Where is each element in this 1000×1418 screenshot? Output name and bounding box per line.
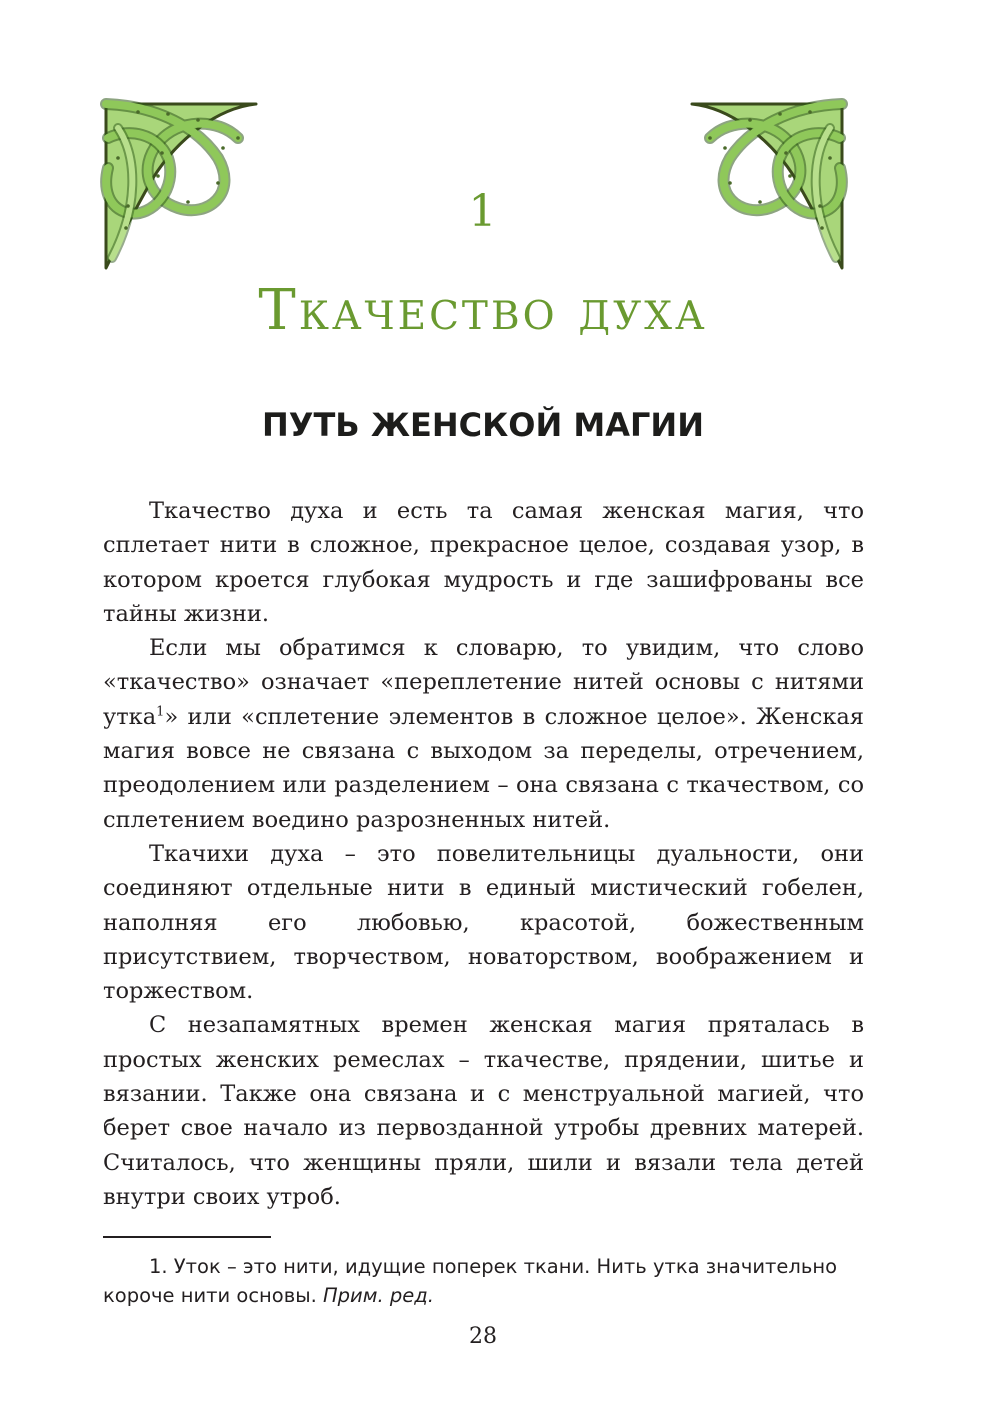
paragraph-1: Ткачество духа и есть та самая женская магия, что сплетает нити в сложное, прекрасное целое, создавая узор, в котором кроется глубокая мудрость и где зашифрованы все тайны жизни. [103, 498, 864, 627]
chapter-title: Ткачество духа [258, 278, 708, 343]
paragraph-2 [103, 631, 864, 837]
footnote-text: 1. Уток – это нити, идущие поперек ткани. Нить утка значительно короче нити основы. [103, 1255, 838, 1307]
body-text [103, 494, 864, 1214]
paragraph-3: Ткачихи духа – это повелительницы дуальности, они соединяют отдельные нити в единый мистический гобелен, наполняя его любовью, красотой, божественным присутствием, творчеством, новаторством, воображением и торжеством. [103, 840, 864, 1005]
chapter-number: 1 [468, 186, 498, 237]
footnote-editor-note: Прим. ред. [323, 1284, 434, 1307]
paragraph-2-start: Если мы обратимся к словарю, то увидим, что слово «ткачество» означает «переплетение нитей основы с нитями утка [103, 635, 864, 730]
footnote-divider [103, 1236, 271, 1238]
footnote [103, 1252, 883, 1310]
celtic-knot-right-icon [690, 98, 850, 270]
section-heading: ПУТЬ ЖЕНСКОЙ МАГИИ [262, 406, 704, 444]
paragraph-2-end: » или «сплетение элементов в сложное целое». Женская магия вовсе не связана с выходом за переделы, отречением, преодолением или разделением – она связана с ткачеством, со сплетением воедино разрозненных нитей. [103, 703, 864, 833]
paragraph-4: С незапамятных времен женская магия пряталась в простых женских ремеслах – ткачестве, прядении, шитье и вязании. Также она связана и с менструальной магией, что берет свое начало из первозданной утробы древних матерей. Считалось, что женщины пряли, шили и вязали тела детей внутри своих утроб. [103, 1012, 864, 1210]
celtic-knot-left-icon [98, 98, 258, 270]
page-number: 28 [469, 1324, 497, 1349]
footnote-marker[interactable]: 1 [156, 704, 165, 720]
